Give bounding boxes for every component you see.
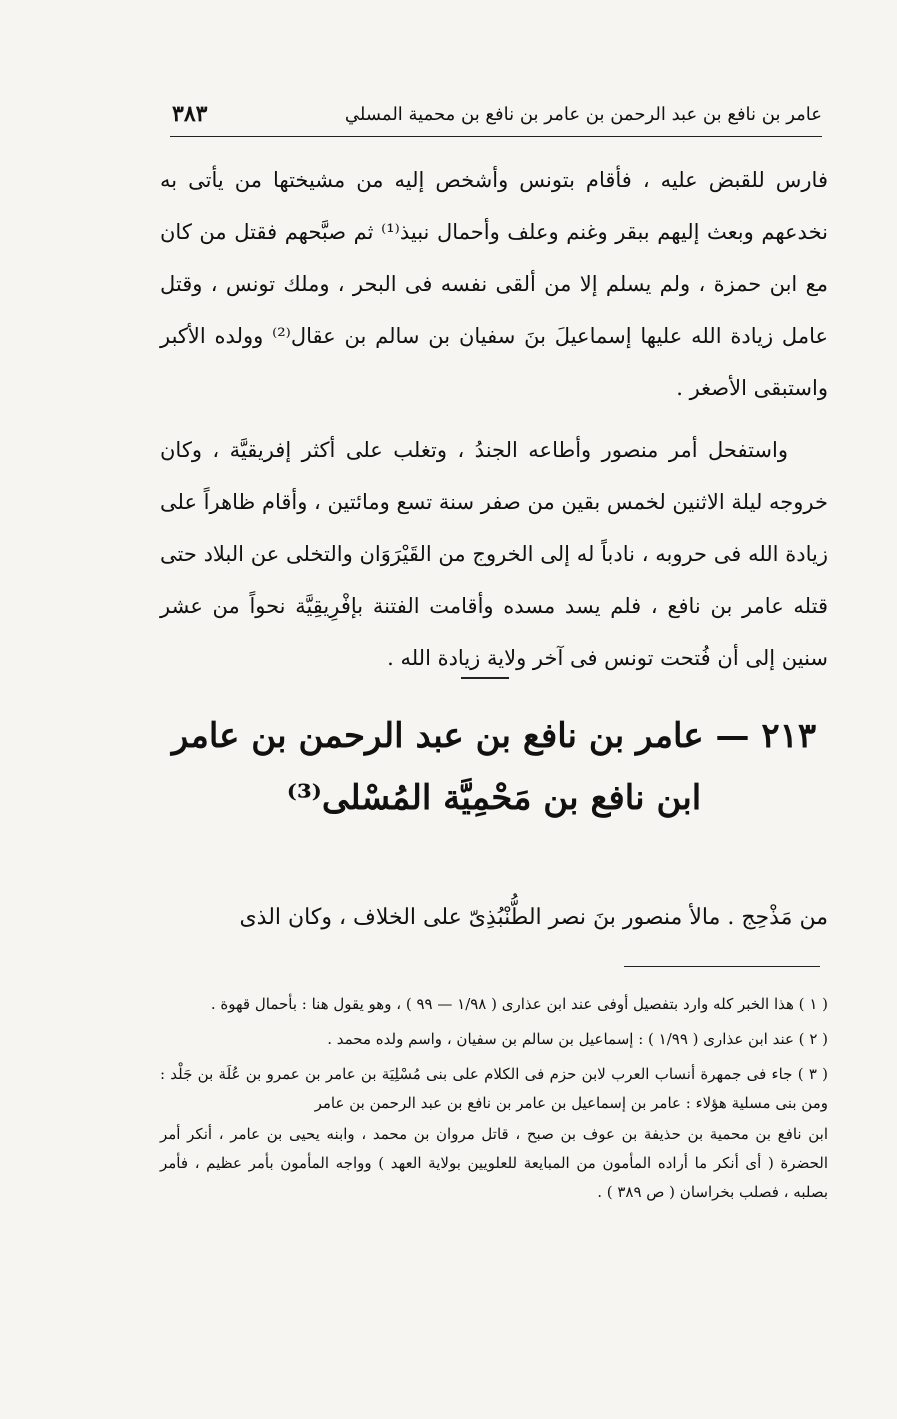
paragraph: واستفحل أمر منصور وأطاعه الجندُ ، وتغلب على أكثر إفريقيَّة ، وكان خروجه ليلة الاثنين لخمس بقين من صفر سنة تسع ومائتين ، وأقام ظاهراً على زيادة الله فى حروبه ، نادباً له إلى الخروج من القَيْرَوَان والتخلى عن البلاد حتى قتله عامر بن نافع ، فلم يسد مسده وأقامت الفتنة بإفْرِيقِيَّة نحواً من عشر سنين إلى أن فُتحت تونس فى آخر ولاية زيادة الله . bbox=[160, 438, 828, 670]
entry-title-line: ابن نافع بن مَحْمِيَّة المُسْلى⁽³⁾ bbox=[286, 778, 702, 818]
footnote-rule bbox=[624, 966, 820, 967]
footnote: ( ١ ) هذا الخبر كله وارد بتفصيل أوفى عند ابن عذارى ( ١/٩٨ — ٩٩ ) ، وهو يقول هنا : بأحمال قهوة . bbox=[210, 995, 828, 1013]
footnote: ( ٢ ) عند ابن عذارى ( ١/٩٩ ) : إسماعيل بن سالم بن سفيان ، واسم ولده محمد . bbox=[327, 1030, 828, 1048]
running-title: عامر بن نافع بن عبد الرحمن بن عامر بن نافع بن محمية المسلي bbox=[344, 103, 822, 125]
body-text bbox=[160, 154, 828, 684]
entry-title-line: ٢١٣ — عامر بن نافع بن عبد الرحمن بن عامر bbox=[171, 716, 817, 756]
paragraph: فارس للقبض عليه ، فأقام بتونس وأشخص إليه من مشيختها من يأتى به نخدعهم وبعث إليهم ببقر وغنم وعلف وأحمال نبيذ⁽¹⁾ ثم صبَّحهم فقتل من كان مع ابن حمزة ، ولم يسلم إلا من ألقى نفسه فى البحر ، وملك تونس ، وقتل عامل زيادة الله عليها إسماعيلَ بنَ سفيان بن سالم بن عقال⁽²⁾ وولده الأكبر واستبقى الأصغر . bbox=[160, 168, 829, 400]
footnotes bbox=[160, 990, 828, 1207]
page-number: ٣٨٣ bbox=[172, 101, 208, 127]
footnote: ( ٣ ) جاء فى جمهرة أنساب العرب لابن حزم فى الكلام على بنى مُسْلِيَة بن عامر بن عمرو بن عُلَة بن جَلْد : ومن بنى مسلية هؤلاء : عامر بن إسماعيل بن عامر بن نافع بن عبد الرحمن بن عامر bbox=[160, 1065, 828, 1112]
section-separator bbox=[461, 677, 509, 679]
footnote-continuation: ابن نافع بن محمية بن حذيفة بن عوف بن صبح ، قاتل مروان بن محمد ، وابنه يحيى بن عامر ، أنكر أمر الحضرة ( أى أنكر ما أراده المأمون من المبايعة للعلويين بولاية العهد ) وواجه المأمون بأمر عظيم ، فأمر بصلبه ، فصلب بخراسان ( ص ٣٨٩ ) . bbox=[160, 1125, 828, 1201]
entry-title bbox=[160, 705, 828, 829]
page-header bbox=[172, 94, 822, 134]
header-rule bbox=[170, 136, 822, 137]
entry-lead-line: من مَذْحِج . مالأ منصور بنَ نصر الطُّنْبُذِىّ على الخلاف ، وكان الذى bbox=[239, 905, 828, 930]
